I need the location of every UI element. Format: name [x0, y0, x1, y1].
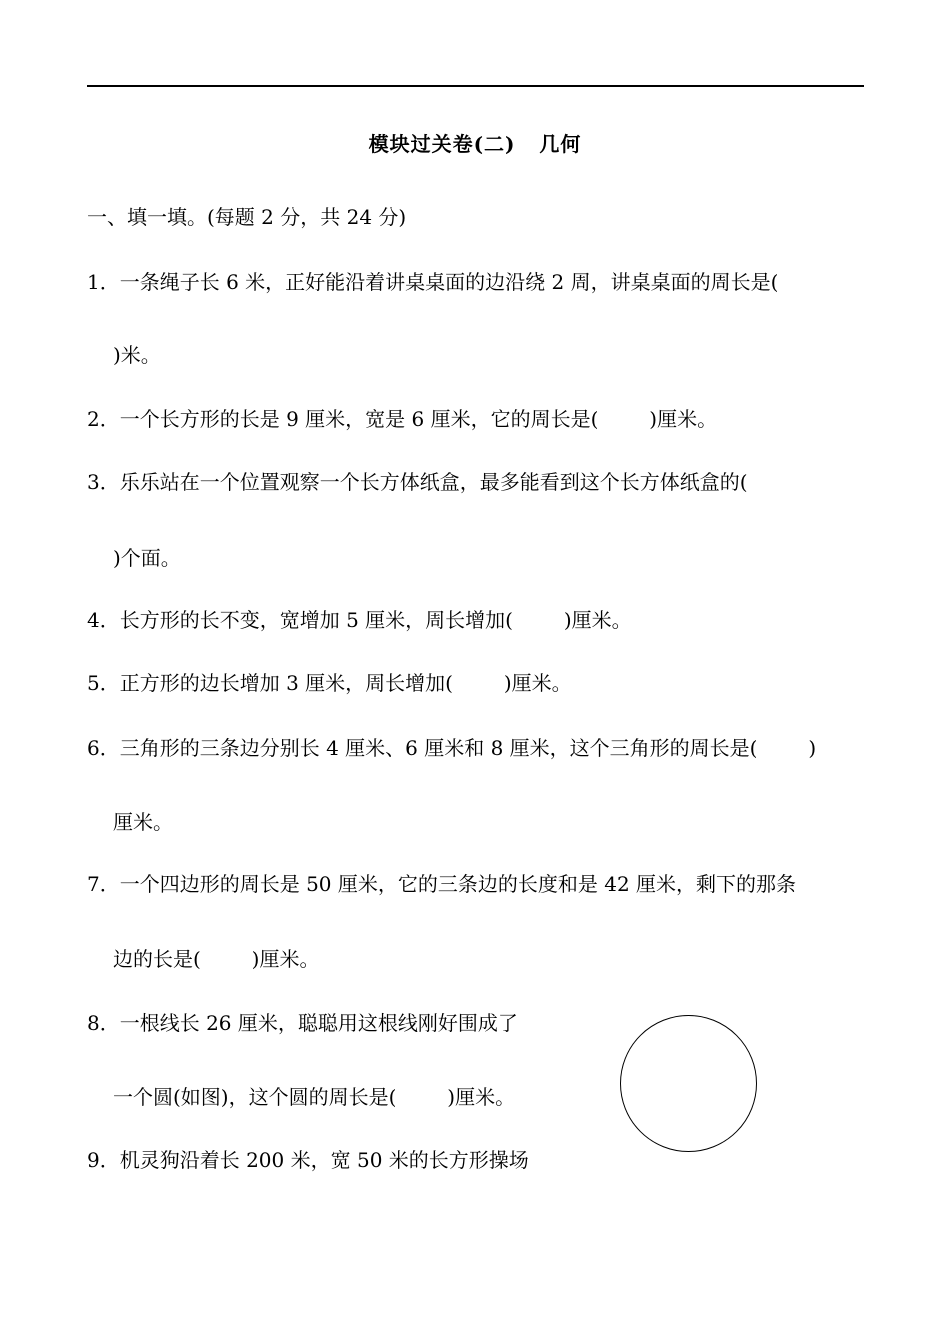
question-6-line-2: 厘米。	[113, 810, 173, 834]
question-8-line-1: 8．一根线长 26 厘米，聪聪用这根线刚好围成了	[87, 1011, 518, 1035]
question-1-line-2: )米。	[113, 343, 161, 367]
page-title: 模块过关卷(二) 几何	[368, 132, 582, 156]
question-5-line-1: 5．正方形的边长增加 3 厘米，周长增加( )厘米。	[87, 671, 572, 695]
question-1-line-1: 1．一条绳子长 6 米，正好能沿着讲桌桌面的边沿绕 2 周，讲桌桌面的周长是(	[87, 270, 779, 294]
section-heading: 一、填一填。(每题 2 分，共 24 分)	[87, 205, 407, 229]
question-7-line-2: 边的长是( )厘米。	[113, 947, 320, 971]
question-8-line-2: 一个圆(如图)，这个圆的周长是( )厘米。	[113, 1085, 516, 1109]
question-6-line-1: 6．三角形的三条边分别长 4 厘米、6 厘米和 8 厘米，这个三角形的周长是( )	[87, 736, 817, 760]
header-rule	[87, 85, 864, 87]
question-7-line-1: 7．一个四边形的周长是 50 厘米，它的三条边的长度和是 42 厘米，剩下的那条	[87, 872, 797, 896]
question-3-line-1: 3．乐乐站在一个位置观察一个长方体纸盒，最多能看到这个长方体纸盒的(	[87, 470, 748, 494]
question-9-line-1: 9．机灵狗沿着长 200 米，宽 50 米的长方形操场	[87, 1148, 529, 1172]
circle-figure	[620, 1015, 757, 1152]
question-2-line-1: 2．一个长方形的长是 9 厘米，宽是 6 厘米，它的周长是( )厘米。	[87, 407, 718, 431]
question-4-line-1: 4．长方形的长不变，宽增加 5 厘米，周长增加( )厘米。	[87, 608, 632, 632]
question-3-line-2: )个面。	[113, 546, 181, 570]
